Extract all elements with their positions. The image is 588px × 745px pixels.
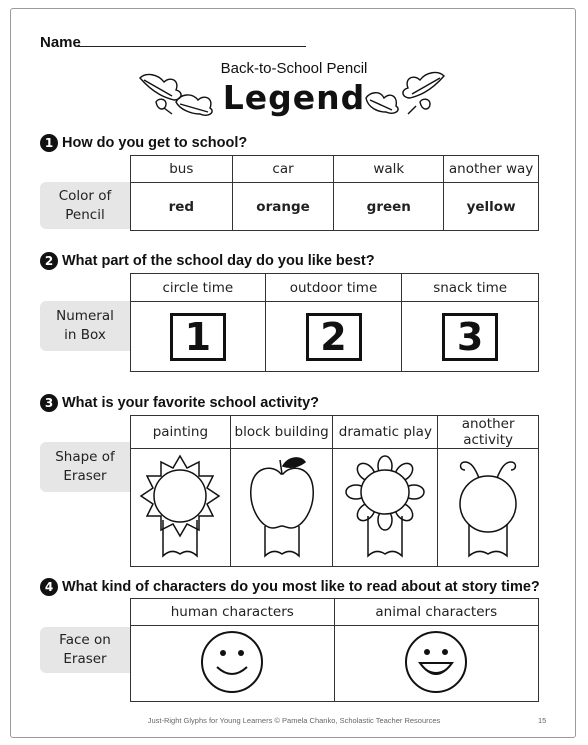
leaf-cluster-left-icon xyxy=(136,68,222,118)
page-number: 15 xyxy=(538,716,547,725)
grinning-face-icon xyxy=(403,629,469,695)
q3-col-another-activity: another activity xyxy=(438,416,539,449)
question-1-text: How do you get to school? xyxy=(62,135,248,151)
q1-col-bus: bus xyxy=(131,156,233,183)
question-2-text: What part of the school day do you like best? xyxy=(62,253,375,269)
page-subtitle: Back-to-School Pencil xyxy=(220,60,368,77)
question-3 xyxy=(40,394,319,412)
q2-numeral-box-3: 3 xyxy=(442,313,498,361)
q1-value-yellow: yellow xyxy=(444,183,539,231)
smiley-face-icon xyxy=(199,629,265,695)
footer-credit: Just-Right Glyphs for Young Learners © Pamela Chanko, Scholastic Teacher Resources xyxy=(147,716,441,725)
q1-col-walk: walk xyxy=(334,156,444,183)
q4-col-human-characters: human characters xyxy=(131,599,335,626)
question-1 xyxy=(40,134,247,152)
q1-col-car: car xyxy=(232,156,334,183)
q1-table xyxy=(130,155,539,231)
q2-table xyxy=(130,273,539,372)
sun-eraser-icon xyxy=(137,452,223,560)
q1-value-red: red xyxy=(131,183,233,231)
flower-eraser-icon xyxy=(340,452,430,560)
q2-col-outdoor-time: outdoor time xyxy=(265,274,402,302)
leaf-cluster-right-icon xyxy=(362,68,448,118)
question-4-number: 4 xyxy=(40,578,58,596)
bug-eraser-icon xyxy=(445,452,531,560)
question-2-number: 2 xyxy=(40,252,58,270)
question-3-text: What is your favorite school activity? xyxy=(62,395,320,411)
question-4-text: What kind of characters do you most like to read about at story time? xyxy=(62,579,540,595)
page-title: Legend xyxy=(222,78,366,117)
q1-row-label: Color of Pencil xyxy=(40,182,130,229)
q2-row-label: Numeral in Box xyxy=(40,301,130,351)
q2-col-snack-time: snack time xyxy=(402,274,539,302)
name-line xyxy=(78,46,306,47)
q3-col-painting: painting xyxy=(131,416,231,449)
question-3-number: 3 xyxy=(40,394,58,412)
q1-value-green: green xyxy=(334,183,444,231)
q2-numeral-box-1: 1 xyxy=(170,313,226,361)
q3-table xyxy=(130,415,539,567)
q4-col-animal-characters: animal characters xyxy=(334,599,539,626)
q3-row-label: Shape of Eraser xyxy=(40,442,130,492)
q4-row-label: Face on Eraser xyxy=(40,627,130,673)
question-4 xyxy=(40,578,540,596)
question-2 xyxy=(40,252,375,270)
q3-col-dramatic-play: dramatic play xyxy=(333,416,438,449)
question-1-number: 1 xyxy=(40,134,58,152)
q1-value-orange: orange xyxy=(232,183,334,231)
q2-numeral-box-2: 2 xyxy=(306,313,362,361)
q4-table xyxy=(130,598,539,702)
q2-col-circle-time: circle time xyxy=(131,274,266,302)
q1-col-another-way: another way xyxy=(444,156,539,183)
q3-col-block-building: block building xyxy=(230,416,333,449)
apple-eraser-icon xyxy=(239,452,325,560)
name-label: Name xyxy=(40,34,81,51)
